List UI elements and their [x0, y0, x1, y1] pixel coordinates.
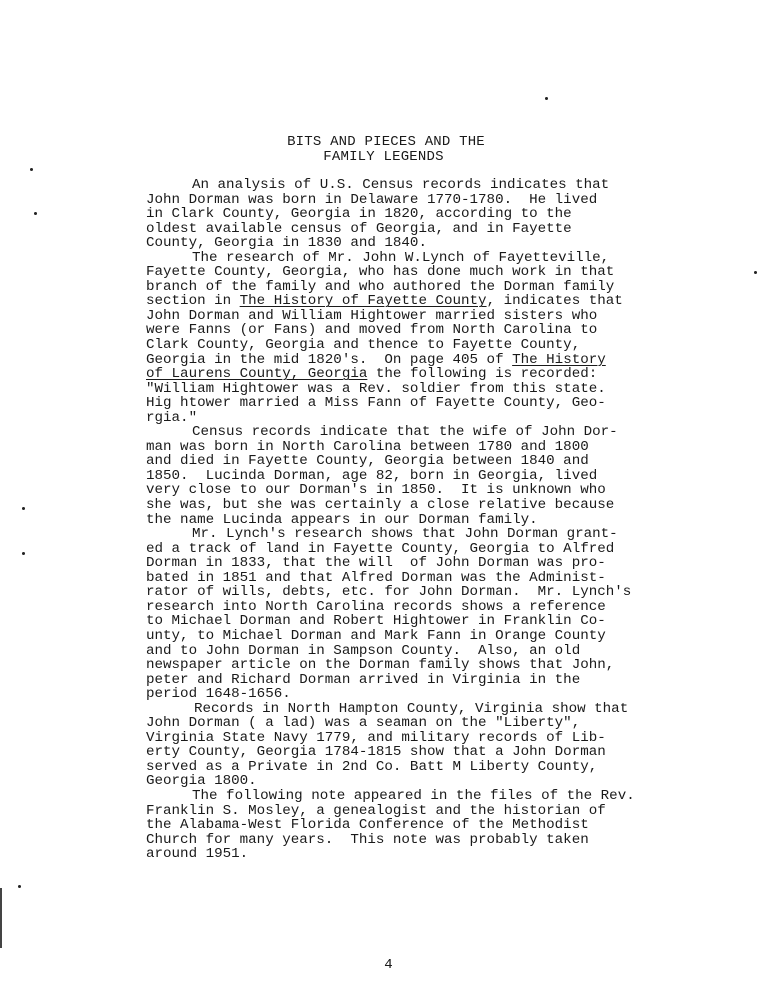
scan-speck	[545, 97, 548, 100]
text-line: Church for many years. This note was probably taken	[146, 831, 589, 848]
document-body	[146, 178, 766, 862]
text-line: the Alabama-West Florida Conference of the Methodist	[146, 817, 589, 834]
text-line: man was born in North Carolina between 1780 and 1800	[146, 438, 589, 455]
text-line: rgia."	[146, 409, 198, 426]
text-line: and to John Dorman in Sampson County. Also, an old	[146, 642, 581, 659]
text-line: Fayette County, Georgia, who has done much work in that	[146, 264, 615, 281]
text-line: Clark County, Georgia and thence to Fayette County,	[146, 337, 581, 354]
text-line	[146, 367, 766, 382]
text-line: Virginia State Navy 1779, and military records of Lib-	[146, 729, 606, 746]
text-line	[146, 353, 766, 368]
text-line: Georgia 1800.	[146, 773, 257, 790]
text-line: oldest available census of Georgia, and in Fayette	[146, 220, 572, 237]
text-line: John Dorman was born in Delaware 1770-1780. He lived	[146, 191, 598, 208]
scan-speck	[754, 271, 757, 274]
text-run: , indicates that	[486, 293, 623, 310]
text-line: branch of the family and who authored the Dorman family	[146, 278, 615, 295]
text-run: the following is recorded:	[367, 366, 598, 383]
page-number: 4	[384, 957, 393, 973]
text-line: 1850. Lucinda Dorman, age 82, born in Georgia, lived	[146, 467, 598, 484]
scan-speck	[18, 885, 21, 888]
text-line: The research of Mr. John W.Lynch of Fayetteville,	[192, 249, 610, 266]
text-run: Georgia in the mid 1820's. On page 405 of	[146, 351, 513, 368]
text-line: rator of wills, debts, etc. for John Dorman. Mr. Lynch's	[146, 584, 632, 601]
text-line: ed a track of land in Fayette County, Georgia to Alfred	[146, 540, 615, 557]
text-line: Records in North Hampton County, Virginia show that	[194, 700, 629, 717]
text-line: Dorman in 1833, that the will of John Dorman was pro-	[146, 555, 606, 572]
text-line: newspaper article on the Dorman family shows that John,	[146, 657, 615, 674]
text-line: "William Hightower was a Rev. soldier from this state.	[146, 380, 606, 397]
text-line: unty, to Michael Dorman and Mark Fann in Orange County	[146, 627, 606, 644]
scan-edge-shadow	[0, 888, 2, 948]
text-line: Census records indicate that the wife of John Dor-	[192, 424, 618, 441]
scan-speck	[30, 168, 33, 171]
text-line: and died in Fayette County, Georgia between 1840 and	[146, 453, 589, 470]
text-line: erty County, Georgia 1784-1815 show that a John Dorman	[146, 744, 606, 761]
text-line: The following note appeared in the files of the Rev.	[192, 787, 635, 804]
text-line: research into North Carolina records shows a reference	[146, 598, 606, 615]
text-line: County, Georgia in 1830 and 1840.	[146, 235, 427, 252]
text-line: bated in 1851 and that Alfred Dorman was the Administ-	[146, 569, 606, 586]
text-line: John Dorman ( a lad) was a seaman on the "Liberty",	[146, 715, 581, 732]
text-line: she was, but she was certainly a close relative because	[146, 497, 615, 514]
scan-speck	[22, 507, 25, 510]
scan-speck	[34, 212, 37, 215]
scan-speck	[22, 552, 25, 555]
text-line: An analysis of U.S. Census records indicates that	[192, 177, 610, 193]
document-title-line-1: BITS AND PIECES AND THE	[287, 134, 485, 150]
text-line: period 1648-1656.	[146, 686, 291, 703]
text-line: Mr. Lynch's research shows that John Dorman grant-	[192, 526, 618, 543]
book-title-fayette: The History of Fayette County	[239, 293, 487, 310]
text-line: very close to our Dorman's in 1850. It is unknown who	[146, 482, 606, 499]
text-line: peter and Richard Dorman arrived in Virginia in the	[146, 671, 581, 688]
text-line	[146, 294, 766, 309]
book-title-laurens-part-2: of Laurens County, Georgia	[146, 366, 368, 383]
text-line: Hig htower married a Miss Fann of Fayette County, Geo-	[146, 395, 606, 412]
book-title-laurens-part-1: The History	[512, 351, 606, 368]
text-line: in Clark County, Georgia in 1820, according to the	[146, 206, 572, 223]
text-line: to Michael Dorman and Robert Hightower in Franklin Co-	[146, 613, 606, 630]
text-line: served as a Private in 2nd Co. Batt M Liberty County,	[146, 758, 598, 775]
document-title-line-2: FAMILY LEGENDS	[323, 149, 444, 165]
text-line: around 1951.	[146, 846, 249, 863]
text-line: were Fanns (or Fans) and moved from North Carolina to	[146, 322, 598, 339]
text-line: Franklin S. Mosley, a genealogist and the historian of	[146, 802, 606, 819]
text-line: the name Lucinda appears in our Dorman family.	[146, 511, 538, 528]
text-run: section in	[146, 293, 240, 310]
text-line: John Dorman and William Hightower married sisters who	[146, 307, 598, 324]
